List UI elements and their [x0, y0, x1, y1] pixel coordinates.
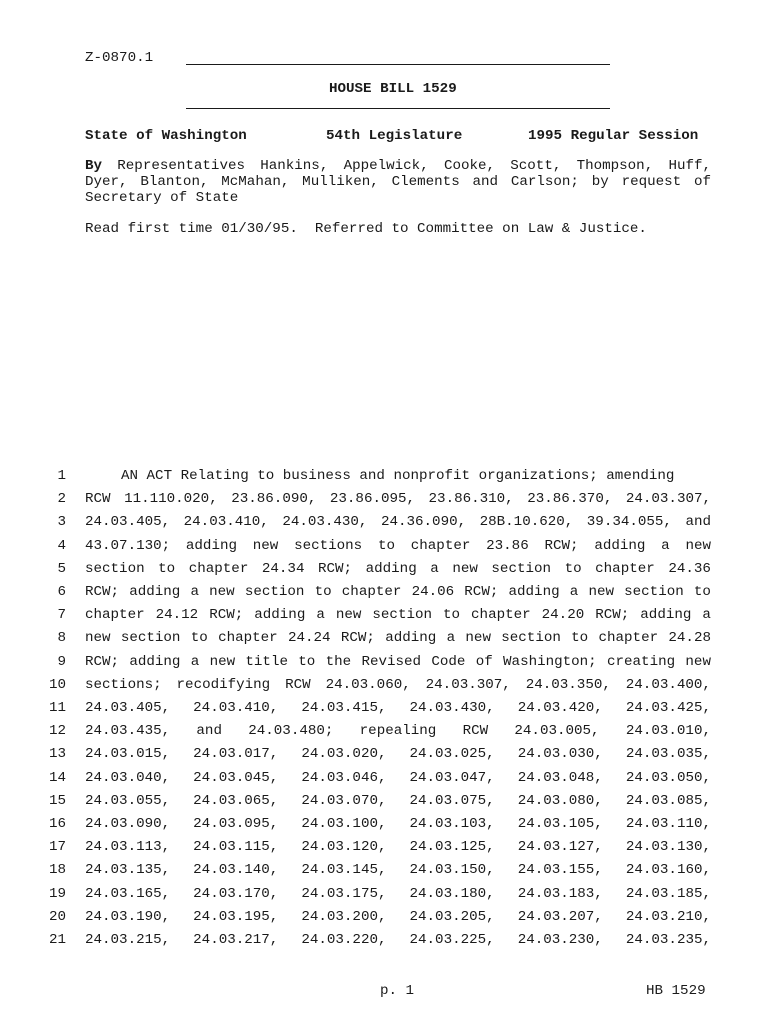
body-word: 24.03.050,: [625, 770, 711, 786]
body-word: 24.03.200,: [301, 909, 387, 925]
body-word: Revised: [361, 654, 422, 670]
body-word: 28B.10.620,: [479, 514, 574, 530]
body-line: [85, 677, 711, 693]
body-word: 24.03.080,: [517, 793, 603, 809]
body-line: [85, 770, 711, 786]
body-word: 24.03.180,: [409, 886, 495, 902]
body-word: 24.03.145,: [301, 862, 387, 878]
body-word: 24.36: [668, 561, 711, 577]
body-line: [85, 491, 711, 507]
body-word: 24.03.435,: [85, 723, 171, 739]
line-number: 7: [57, 607, 66, 623]
body-word: and: [685, 514, 711, 530]
body-word: adding: [365, 561, 417, 577]
body-word: a: [702, 607, 711, 623]
line-number: 11: [48, 700, 66, 716]
line-number: 16: [48, 816, 66, 832]
body-word: new: [85, 630, 111, 646]
body-word: 23.86.370,: [527, 491, 613, 507]
body-word: 24.03.425,: [625, 700, 711, 716]
body-word: 23.86: [486, 538, 529, 554]
body-word: new: [209, 584, 235, 600]
line-number: 10: [48, 677, 66, 693]
body-word: 24.03.135,: [85, 862, 171, 878]
body-word: repealing: [359, 723, 437, 739]
body-word: 24.03.225,: [409, 932, 495, 948]
body-word: a: [316, 607, 325, 623]
body-word: to: [158, 561, 176, 577]
line-number: 14: [48, 770, 66, 786]
body-word: 24.03.075,: [409, 793, 495, 809]
body-word: to: [693, 584, 711, 600]
body-line: [85, 723, 711, 739]
body-word: 24.03.207,: [517, 909, 603, 925]
body-word: 24.03.120,: [301, 839, 387, 855]
line-number: 13: [48, 746, 66, 762]
body-word: RCW;: [464, 584, 499, 600]
body-word: chapter: [471, 607, 531, 623]
line-number: 5: [57, 561, 66, 577]
body-word: adding: [594, 538, 646, 554]
body-word: title: [245, 654, 288, 670]
body-word: 24.03.415,: [301, 700, 387, 716]
body-word: 23.86.090,: [231, 491, 317, 507]
body-word: chapter: [85, 607, 145, 623]
body-word: 24.03.046,: [301, 770, 387, 786]
body-word: new: [335, 607, 362, 623]
body-word: adding: [129, 584, 181, 600]
body-word: chapter: [595, 561, 655, 577]
body-line: [85, 514, 711, 530]
body-line: [85, 909, 711, 925]
body-word: 24.03.155,: [517, 862, 603, 878]
body-word: 11.110.020,: [124, 491, 218, 507]
body-word: to: [314, 584, 332, 600]
body-line: [85, 700, 711, 716]
body-word: RCW;: [85, 654, 120, 670]
body-word: 24.03.220,: [301, 932, 387, 948]
body-line: [85, 746, 711, 762]
body-word: 24.03.130,: [625, 839, 711, 855]
body-word: RCW;: [85, 584, 120, 600]
body-word: of: [475, 654, 493, 670]
body-word: the: [325, 654, 352, 670]
body-line: [85, 654, 711, 670]
body-word: 24.03.215,: [85, 932, 171, 948]
body-word: section: [244, 584, 305, 600]
body-word: RCW: [85, 491, 111, 507]
body-word: RCW;: [318, 561, 353, 577]
body-word: a: [190, 584, 199, 600]
body-word: RCW;: [340, 630, 375, 646]
body-word: new: [588, 584, 614, 600]
body-word: 24.03.015,: [85, 746, 171, 762]
body-word: 24.03.020,: [301, 746, 387, 762]
body-word: 24.03.175,: [301, 886, 387, 902]
body-word: adding: [640, 607, 692, 623]
body-word: chapter: [341, 584, 402, 600]
body-word: to: [564, 561, 582, 577]
line-number: 17: [48, 839, 66, 855]
body-word: new: [465, 630, 491, 646]
body-word: 24.03.190,: [85, 909, 171, 925]
body-word: adding: [385, 630, 437, 646]
body-word: to: [190, 630, 208, 646]
body-word: 24.24: [287, 630, 331, 646]
line-number: 8: [57, 630, 66, 646]
body-word: a: [569, 584, 579, 600]
body-word: creating: [607, 654, 676, 670]
body-word: 23.86.310,: [428, 491, 514, 507]
legislature-label: 54th Legislature: [326, 128, 463, 144]
body-word: sections;: [85, 677, 162, 693]
body-word: 24.03.100,: [301, 816, 387, 832]
body-word: 24.03.140,: [193, 862, 279, 878]
line-number: 9: [57, 654, 66, 670]
body-word: 24.03.090,: [85, 816, 171, 832]
line-number: 3: [57, 514, 66, 530]
body-line: [85, 886, 711, 902]
line-number: 6: [57, 584, 66, 600]
state-label: State of Washington: [85, 128, 247, 144]
body-line: [85, 793, 711, 809]
body-line: AN ACT Relating to business and nonprofit organizations; amending: [121, 468, 675, 484]
body-word: 24.03.410,: [183, 514, 269, 530]
body-word: RCW;: [209, 607, 244, 623]
body-line: [85, 630, 711, 646]
body-word: to: [298, 654, 316, 670]
body-word: 24.03.040,: [85, 770, 171, 786]
footer-bill-ref: HB 1529: [646, 983, 706, 999]
sponsors-text: Representatives Hankins, Appelwick, Cooke, Scott, Thompson, Huff, Dyer, Blanton, McMahan, Mulliken, Clements and Carlson; by request of Secretary of State: [85, 158, 712, 206]
body-word: 23.86.095,: [329, 491, 416, 507]
body-word: to: [377, 538, 395, 554]
session-label: 1995 Regular Session: [528, 128, 699, 144]
body-word: 24.03.048,: [517, 770, 603, 786]
body-word: 43.07.130;: [85, 538, 171, 554]
body-word: 24.03.017,: [193, 746, 279, 762]
body-line: [85, 584, 711, 600]
body-word: section: [85, 561, 145, 577]
body-word: 24.03.210,: [625, 909, 711, 925]
body-word: RCW;: [544, 538, 579, 554]
sponsors-by-label: By: [85, 158, 103, 174]
sponsors-paragraph: [85, 158, 711, 206]
body-word: 24.03.480;: [248, 723, 334, 739]
body-line: [85, 538, 711, 554]
line-number: 19: [48, 886, 66, 902]
body-word: 24.03.235,: [625, 932, 711, 948]
body-word: 24.03.060,: [325, 677, 411, 693]
document-id: Z-0870.1: [85, 50, 154, 66]
body-word: 24.03.307,: [625, 491, 711, 507]
bill-title: HOUSE BILL 1529: [329, 81, 457, 97]
body-word: adding: [254, 607, 306, 623]
body-word: RCW;: [595, 607, 630, 623]
body-word: to: [443, 607, 461, 623]
body-word: 24.06: [411, 584, 455, 600]
body-word: section: [491, 561, 552, 577]
body-word: 24.03.350,: [525, 677, 611, 693]
body-word: 24.03.430,: [282, 514, 368, 530]
body-word: 24.03.045,: [193, 770, 279, 786]
line-number: 12: [48, 723, 66, 739]
body-line: [85, 607, 711, 623]
body-word: new: [209, 654, 236, 670]
body-word: 24.03.195,: [193, 909, 279, 925]
body-line: [85, 839, 711, 855]
body-word: chapter: [188, 561, 249, 577]
body-word: chapter: [410, 538, 471, 554]
body-word: 24.12: [155, 607, 199, 623]
line-number: 15: [48, 793, 66, 809]
header-rule-bottom: [186, 108, 610, 109]
body-word: 39.34.055,: [586, 514, 672, 530]
body-word: RCW: [285, 677, 311, 693]
body-word: 24.03.047,: [409, 770, 495, 786]
header-rule-top: [186, 64, 610, 65]
body-word: 24.03.165,: [85, 886, 171, 902]
body-word: 24.03.170,: [193, 886, 279, 902]
body-word: 24.03.085,: [625, 793, 711, 809]
body-line: [85, 561, 711, 577]
body-word: 24.03.185,: [625, 886, 711, 902]
body-word: adding: [129, 654, 181, 670]
body-word: 24.03.405,: [85, 514, 171, 530]
body-word: a: [661, 538, 670, 554]
body-word: 24.03.055,: [85, 793, 171, 809]
body-word: 24.03.113,: [85, 839, 171, 855]
body-word: 24.03.110,: [625, 816, 711, 832]
body-word: chapter: [598, 630, 659, 646]
body-word: sections: [294, 538, 363, 554]
line-number: 1: [57, 468, 66, 484]
body-word: 24.03.420,: [517, 700, 603, 716]
body-word: 24.03.010,: [625, 723, 711, 739]
body-word: 24.03.160,: [625, 862, 711, 878]
line-number: 18: [48, 862, 66, 878]
body-word: 24.28: [668, 630, 711, 646]
body-word: 24.03.065,: [193, 793, 279, 809]
body-word: 24.03.030,: [517, 746, 603, 762]
body-word: section: [501, 630, 561, 646]
line-number: 4: [57, 538, 66, 554]
body-word: 24.03.070,: [301, 793, 387, 809]
body-word: Washington;: [503, 654, 597, 670]
body-word: 24.03.095,: [193, 816, 279, 832]
body-word: section: [120, 630, 181, 646]
body-word: a: [190, 654, 200, 670]
body-word: chapter: [218, 630, 278, 646]
body-word: new: [685, 538, 711, 554]
body-word: 24.03.025,: [409, 746, 495, 762]
line-number: 21: [48, 932, 66, 948]
body-word: 24.03.115,: [193, 839, 279, 855]
body-word: a: [430, 561, 439, 577]
body-word: 24.36.090,: [380, 514, 467, 530]
body-word: 24.03.150,: [409, 862, 495, 878]
page-number: p. 1: [380, 983, 415, 999]
body-word: 24.20: [541, 607, 585, 623]
body-word: 24.03.230,: [517, 932, 603, 948]
body-word: 24.03.307,: [425, 677, 511, 693]
body-word: 24.03.183,: [517, 886, 603, 902]
body-word: section: [372, 607, 433, 623]
body-line: [85, 816, 711, 832]
body-word: 24.03.125,: [409, 839, 495, 855]
body-word: recodifying: [176, 677, 271, 693]
body-word: Code: [431, 654, 466, 670]
body-word: 24.03.005,: [514, 723, 600, 739]
body-word: 24.03.430,: [409, 700, 495, 716]
body-word: 24.03.410,: [193, 700, 279, 716]
body-word: 24.03.103,: [409, 816, 495, 832]
reading-note: Read first time 01/30/95. Referred to Committee on Law & Justice.: [85, 221, 647, 237]
body-word: RCW: [462, 723, 489, 739]
body-word: section: [624, 584, 684, 600]
body-word: 24.03.217,: [193, 932, 279, 948]
line-number: 2: [57, 491, 66, 507]
body-word: 24.03.205,: [409, 909, 495, 925]
body-word: 24.03.405,: [85, 700, 171, 716]
body-word: and: [196, 723, 222, 739]
body-line: [85, 932, 711, 948]
line-number: 20: [48, 909, 66, 925]
body-word: to: [571, 630, 589, 646]
body-word: 24.03.127,: [517, 839, 603, 855]
body-line: [85, 862, 711, 878]
body-word: 24.03.105,: [517, 816, 603, 832]
body-word: new: [252, 538, 279, 554]
body-word: adding: [508, 584, 560, 600]
body-word: new: [452, 561, 478, 577]
body-word: 24.03.400,: [625, 677, 711, 693]
body-word: 24.34: [261, 561, 305, 577]
body-word: a: [446, 630, 456, 646]
body-word: adding: [185, 538, 237, 554]
body-word: new: [685, 654, 711, 670]
body-word: 24.03.035,: [625, 746, 711, 762]
